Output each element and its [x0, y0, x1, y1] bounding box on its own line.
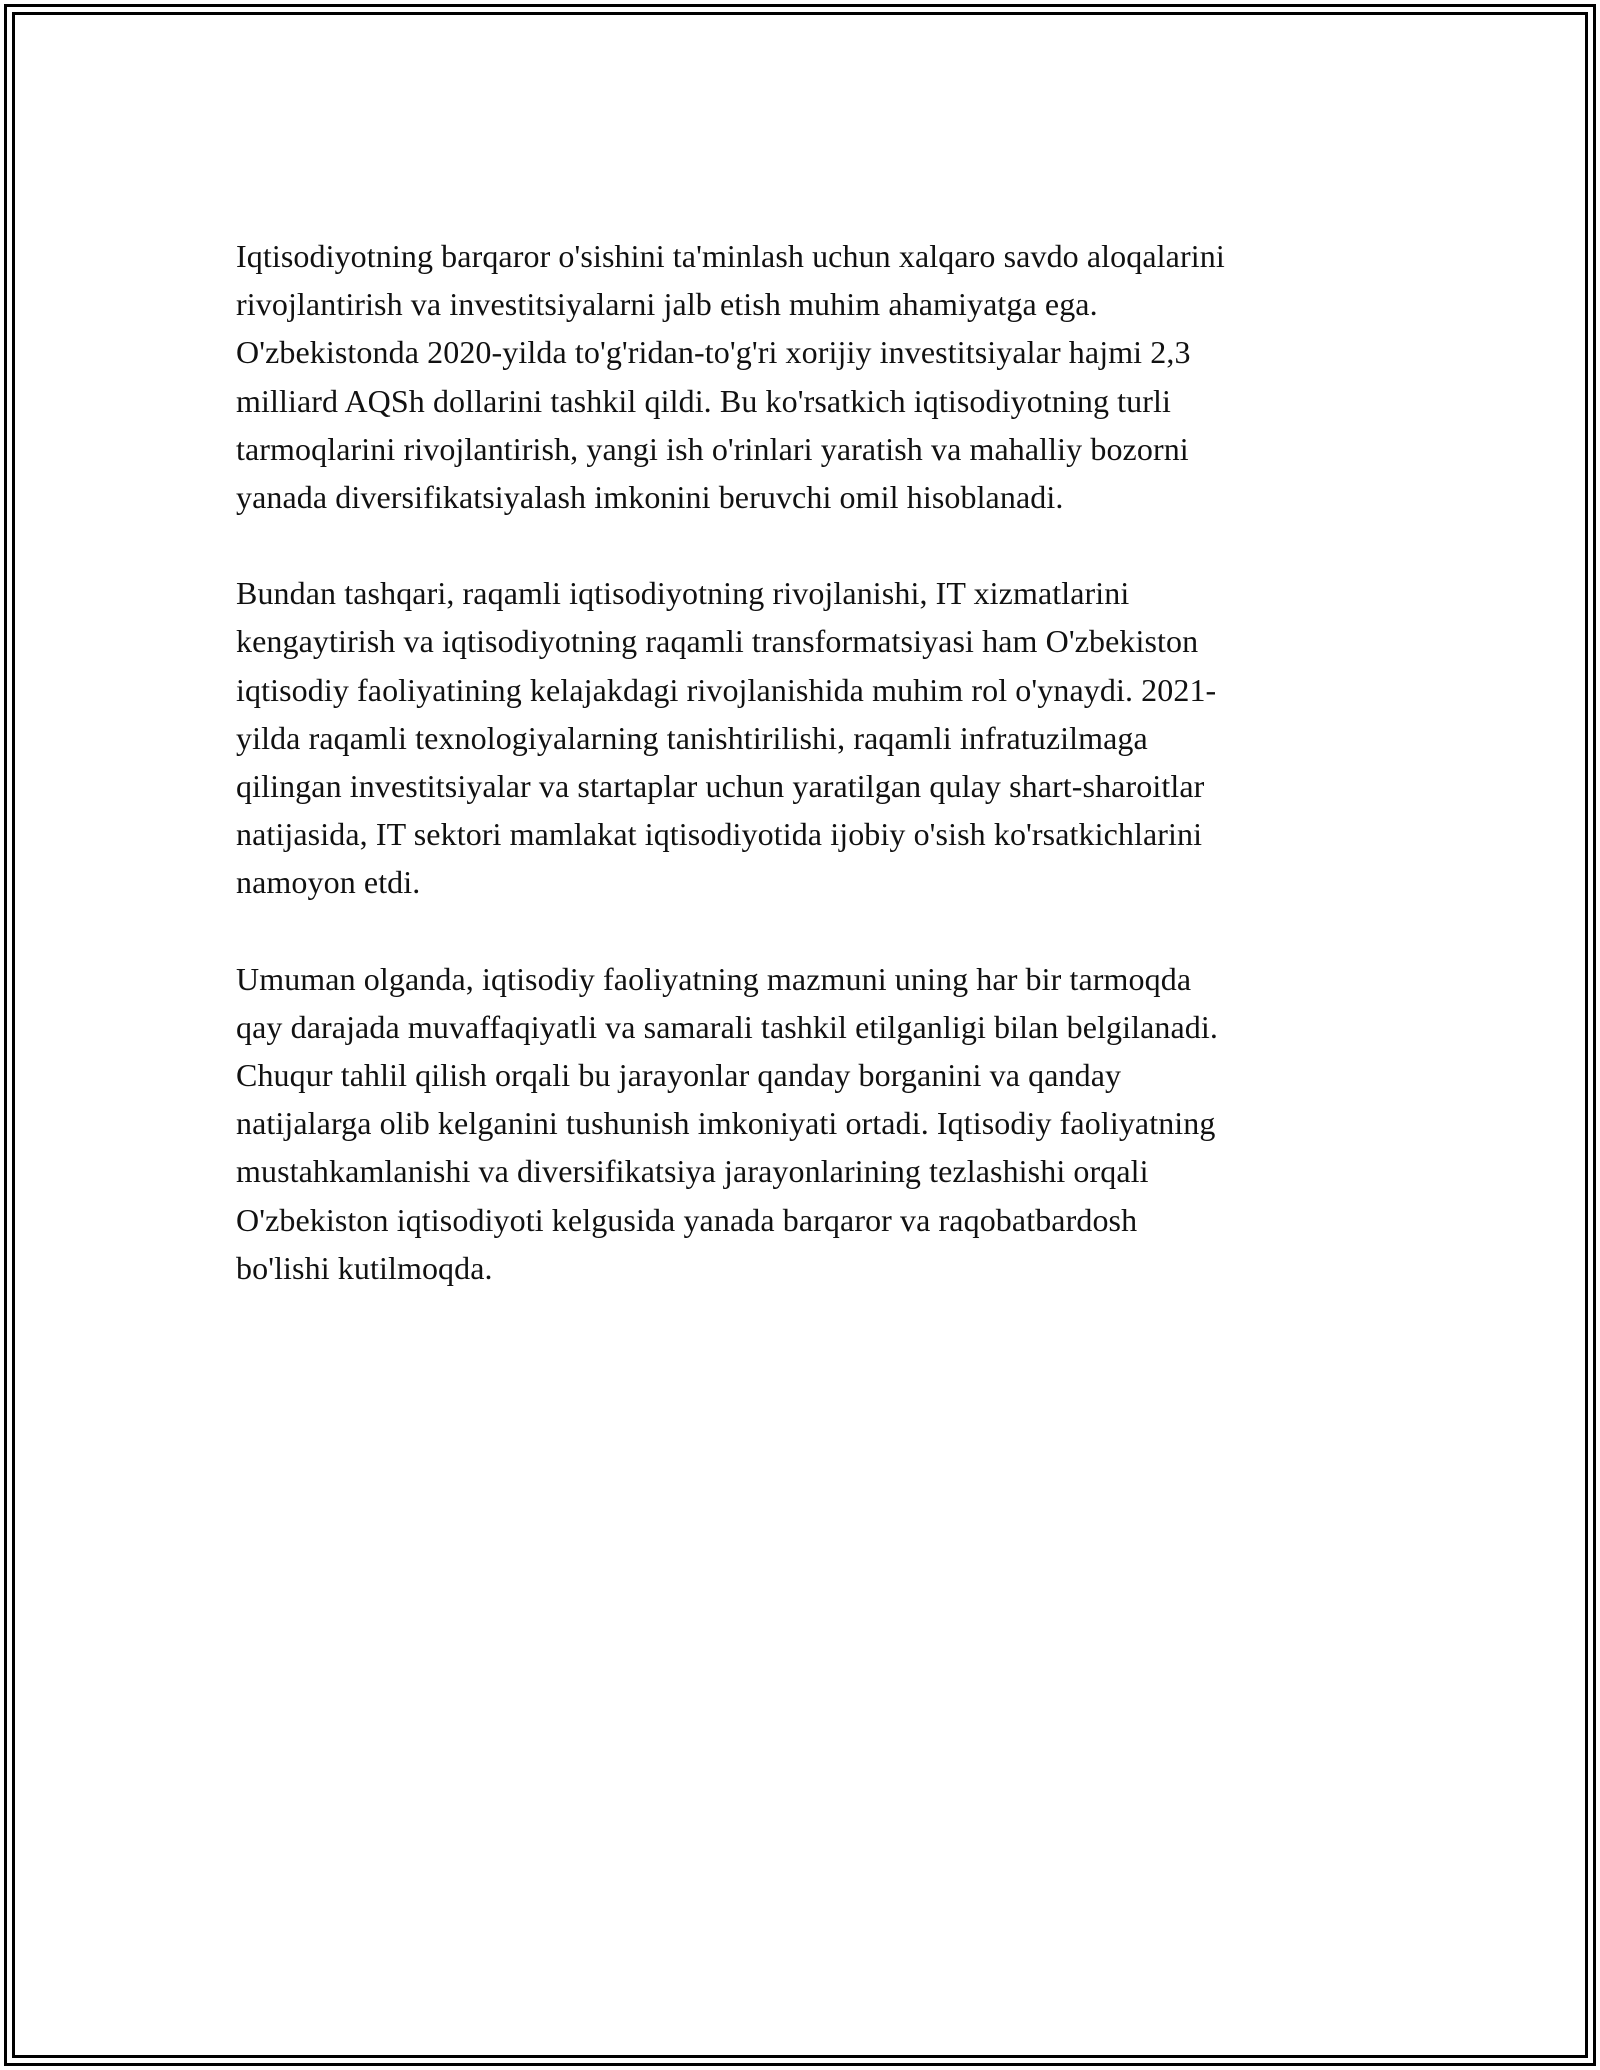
- paragraph-2: Bundan tashqari, raqamli iqtisodiyotning rivojlanishi, IT xizmatlarini kengaytirish va iqtisodiyotning raqamli transformatsiyasi ham O'zbekiston iqtisodiy faoliyatining kelajakdagi rivojlanishida muhim rol o'ynaydi. 2021- yilda raqamli texnologiyalarning tanishtirilishi, raqamli infratuzilmaga qilingan investitsiyalar va startaplar uchun yaratilgan qulay shart-sharoitlar natijasida, IT sektori mamlakat iqtisodiyotida ijobiy o'sish ko'rsatkichlarini namoyon etdi.: [236, 575, 1217, 901]
- paragraph-3: Umuman olganda, iqtisodiy faoliyatning mazmuni uning har bir tarmoqda qay darajada muvaffaqiyatli va samarali tashkil etilganligi bilan belgilanadi. Chuqur tahlil qilish orqali bu jarayonlar qanday borganini va qanday natijalarga olib kelganini tushunish imkoniyati ortadi. Iqtisodiy faoliyatning mustahkamlanishi va diversifikatsiya jarayonlarining tezlashishi orqali O'zbekiston iqtisodiyoti kelgusida yanada barqaror va raqobatbardosh bo'lishi kutilmoqda.: [236, 960, 1218, 1286]
- paragraph-1: Iqtisodiyotning barqaror o'sishini ta'minlash uchun xalqaro savdo aloqalarini rivojlantirish va investitsiyalarni jalb etish muhim ahamiyatga ega. O'zbekistonda 2020-yilda to'g'ridan-to'g'ri xorijiy investitsiyalar hajmi 2,3 milliard AQSh dollarini tashkil qildi. Bu ko'rsatkich iqtisodiyotning turli tarmoqlarini rivojlantirish, yangi ish o'rinlari yaratish va mahalliy bozorni yanada diversifikatsiyalash imkonini beruvchi omil hisoblanadi.: [236, 238, 1225, 516]
- document-body: [236, 232, 1364, 1340]
